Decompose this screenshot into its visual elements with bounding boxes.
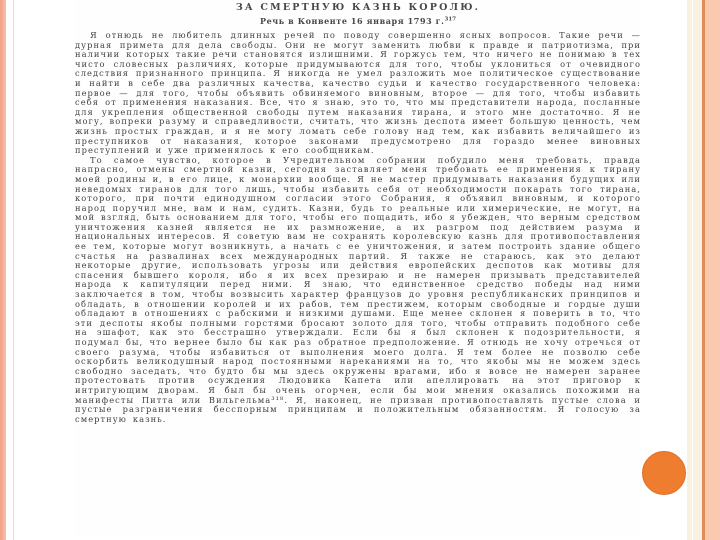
right-border-salmon-band bbox=[705, 0, 720, 540]
accent-circle bbox=[642, 451, 686, 495]
right-border-hairline bbox=[692, 0, 693, 540]
left-border-stripe bbox=[0, 0, 6, 540]
left-border-hairline bbox=[13, 0, 14, 540]
right-border-cream-band bbox=[687, 0, 702, 540]
document-body bbox=[75, 31, 641, 537]
paragraph-2: То самое чувство, которое в Учредительном собрании побудило меня требовать, правда напрасно, отмены смертной казни, сегодня заставляет меня требовать ее применения к тирану моей родины и, в его лице, к монархии вообще. Я не мастер придумывать наказания будущих или неведомых тиранов для того лишь, чтобы избавить себя от необходимости покарать того тирана, которого, при почти единодушном согласии этого Собрания, я объявил виновным, и которого народ поручил мне, вам и нам, судить. Казни, будь то реальные или химерические, не могут, на мой взгляд, быть основанием для того, чтобы его пощадить, ибо я убежден, что верным средством уничтожения казней является не их размножение, а их разгром под действием разума и национальных интересов. Я советую вам не сохранять королевскую казнь для противопоставления ее тем, которые могут возникнуть, а начать с ее уничтожения, и затем построить здание общего счастья на развалинах всех международных партий. Я также не стараюсь, как это делают некоторые другие, использовать угрозы или действия европейских деспотов как мотивы для спасения бывшего короля, ибо я их всех презираю и не намерен призывать представителей народа к капитуляции перед ними. Я знаю, что единственное средство победы над ними заключается в том, чтобы возвысить характер французов до уровня республиканских принципов и обладать, в отношении королей и их рабов, тем престижем, которым свободные и гордые души обладают в отношениях с рабскими и низкими душами. Еще менее склонен я поверить в то, что эти деспоты якобы полными горстями бросают золото для того, чтобы отправить подобного себе на эшафот, как это бесстрашно утверждали. Если бы я был склонен к подозрительности, я подумал бы, что вернее было бы как раз обратное предположение. Я отнюдь не хочу отречься от своего разума, чтобы избавиться от выполнения моего долга. Я тем более не позволю себе оскорбить великодушный народ постоянными нареканиями на то, что якобы мы не можем здесь свободно заседать, что будто бы мы здесь окружены врагами, ибо я вовсе не намерен заранее протестовать против осуждения Людовика Капета или апеллировать на этот приговор к интригующим дворам. Я был бы очень огорчен, если бы мои мнения оказались похожими на манифесты Питта или Вильгельма³¹⁸. Я, наконец, не призван противопоставлять пустые слова и пустые разграничения бесспорным принципам и положительным обязанностям. Я голосую за смертную казнь. bbox=[75, 154, 641, 424]
footnote-marker: 317 bbox=[444, 16, 457, 23]
paragraph-1: Я отнюдь не любитель длинных речей по поводу совершенно ясных вопросов. Такие речи — дурная примета для дела свободы. Они не могут заменить любви к правде и патриотизма, при наличии которых такие речи становятся излишними. Я горжусь тем, что ничего не понимаю в тех чисто словесных различиях, которые придумываются для того, чтобы уклониться от очевидного следствия признанного принципа. Я никогда не умел разложить мое политическое существование и найти в себе два различных качества, качество судьи и качество государственного человека: первое — для того, чтобы объявить обвиняемого виновным, второе — для того, чтобы избавить себя от применения наказания. Все, что я знаю, это то, что мы представители народа, посланные для укрепления общественной свободы путем наказания тирана, и этого мне достаточно. Я не могу, вопреки разуму и справедливости, считать, что жизнь деспота имеет большую ценность, чем жизнь простых граждан, и я не могу ломать себе голову над тем, как избавить величайшего из преступников от наказания, которое законами предусмотрено для гораздо менее виновных преступлений и уже применялось к его сообщникам. bbox=[75, 31, 641, 156]
document-title: ЗА СМЕРТНУЮ КАЗНЬ КОРОЛЮ. bbox=[235, 2, 481, 13]
subtitle-text: Речь в Конвенте 16 января 1793 г. bbox=[259, 16, 445, 26]
document-subtitle bbox=[75, 16, 641, 26]
scanned-document-page bbox=[75, 1, 641, 537]
